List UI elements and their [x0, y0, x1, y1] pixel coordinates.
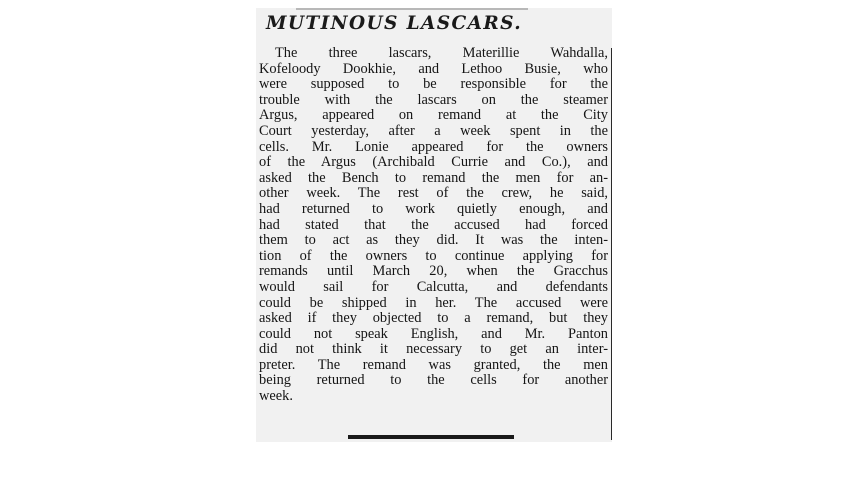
column-rule — [611, 48, 612, 440]
article-line: preter. The remand was granted, the men — [259, 357, 608, 373]
article-line: of the Argus (Archibald Currie and Co.), and — [259, 155, 608, 171]
article-line: other week. The rest of the crew, he said, — [259, 186, 608, 202]
bottom-rule — [348, 435, 514, 439]
headline: MUTINOUS LASCARS. — [266, 13, 523, 34]
article-line: asked if they objected to a remand, but they — [259, 311, 608, 327]
newspaper-clipping — [256, 8, 612, 442]
article-line: them to act as they did. It was the inten- — [259, 233, 608, 249]
article-line: Argus, appeared on remand at the City — [259, 108, 608, 124]
top-rule — [296, 8, 528, 10]
article-body — [259, 46, 608, 405]
article-line: trouble with the lascars on the steamer — [259, 92, 608, 108]
article-line: Kofeloody Dookhie, and Lethoo Busie, who — [259, 61, 608, 77]
article-line: week. — [259, 389, 293, 405]
article-line: could not speak English, and Mr. Panton — [259, 326, 608, 342]
article-line: did not think it necessary to get an inter- — [259, 342, 608, 358]
article-line: Court yesterday, after a week spent in the — [259, 123, 608, 139]
article-line: The three lascars, Materillie Wahdalla, — [275, 46, 608, 61]
article-line: had stated that the accused had forced — [259, 217, 608, 233]
article-line: were supposed to be responsible for the — [259, 77, 608, 93]
article-line: asked the Bench to remand the men for an- — [259, 170, 608, 186]
article-line: remands until March 20, when the Gracchus — [259, 264, 608, 280]
article-line: tion of the owners to continue applying for — [259, 248, 608, 264]
article-line: had returned to work quietly enough, and — [259, 201, 608, 217]
article-line: could be shipped in her. The accused were — [259, 295, 608, 311]
article-line: cells. Mr. Lonie appeared for the owners — [259, 139, 608, 155]
article-line: being returned to the cells for another — [259, 373, 608, 389]
article-line: would sail for Calcutta, and defendants — [259, 279, 608, 295]
